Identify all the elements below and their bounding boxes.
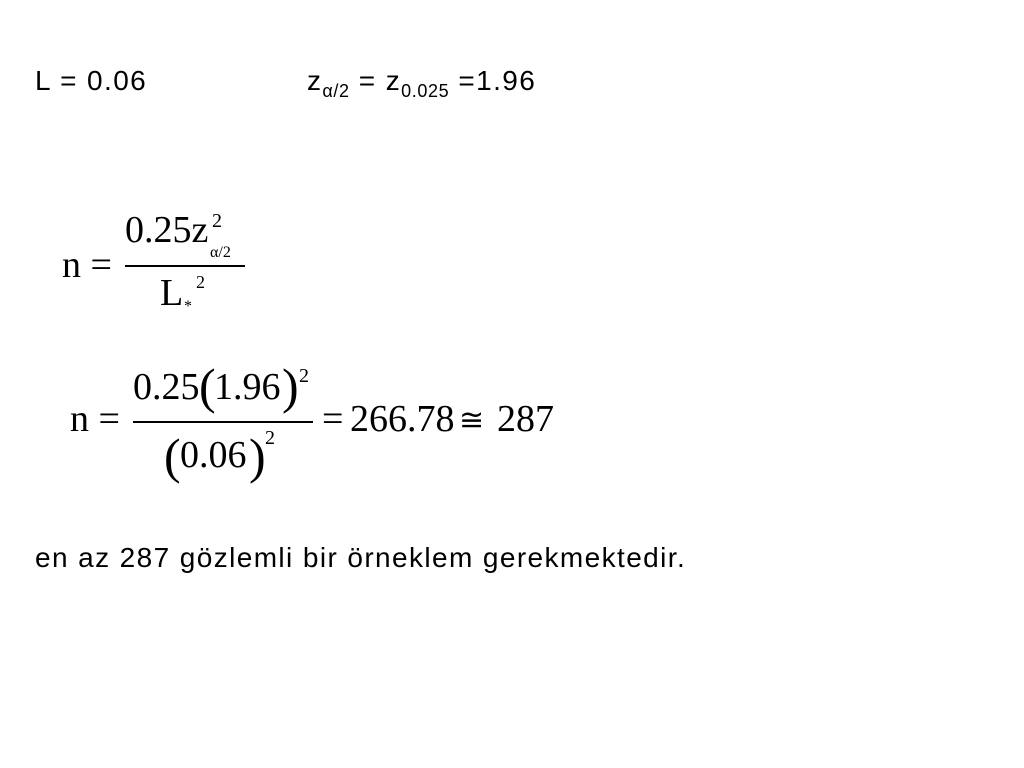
formula1-numerator-subscript: α/2 xyxy=(210,244,231,261)
formula1-denominator: L xyxy=(160,272,184,314)
formula2-numerator-value: 1.96 xyxy=(214,366,281,408)
approx-equal-symbol: ≅ xyxy=(459,403,485,438)
formula1-numerator: 0.25z xyxy=(125,209,209,251)
formula2-numerator-superscript: 2 xyxy=(299,365,309,387)
z-equals: = z xyxy=(349,65,402,96)
formula2-denominator-superscript: 2 xyxy=(265,427,275,449)
formula2-denominator-close-paren: ) xyxy=(249,428,266,484)
formula1-lhs: n = xyxy=(62,244,112,286)
formula2-numerator-coef: 0.25 xyxy=(133,366,200,408)
formula2-fraction-bar xyxy=(133,421,313,423)
z-subscript-alpha: α/2 xyxy=(322,81,350,101)
formula2-numerator-close-paren: ) xyxy=(282,358,299,414)
conclusion-text: en az 287 gözlemli bir örneklem gerekmektedir. xyxy=(35,542,687,573)
formula2-numerator-open-paren: ( xyxy=(199,358,216,414)
formula2-final-value: 287 xyxy=(497,398,554,440)
formula2-result-equals: = xyxy=(322,398,344,440)
z-critical-value xyxy=(307,67,536,105)
formula2-denominator-open-paren: ( xyxy=(164,428,181,484)
formula1-denominator-subscript: * xyxy=(184,298,192,315)
z-symbol: z xyxy=(307,65,323,96)
z-result: =1.96 xyxy=(449,65,537,96)
formula2-denominator-value: 0.06 xyxy=(180,434,247,476)
formula2-result-value: 266.78 xyxy=(350,398,455,440)
z-subscript-value: 0.025 xyxy=(401,81,450,101)
formula1-fraction-bar xyxy=(125,265,245,267)
margin-of-error-value: L = 0.06 xyxy=(35,65,148,96)
formula2-lhs: n = xyxy=(70,398,120,440)
formula1-denominator-superscript: 2 xyxy=(196,272,205,292)
formula1-numerator-superscript: 2 xyxy=(212,210,222,232)
